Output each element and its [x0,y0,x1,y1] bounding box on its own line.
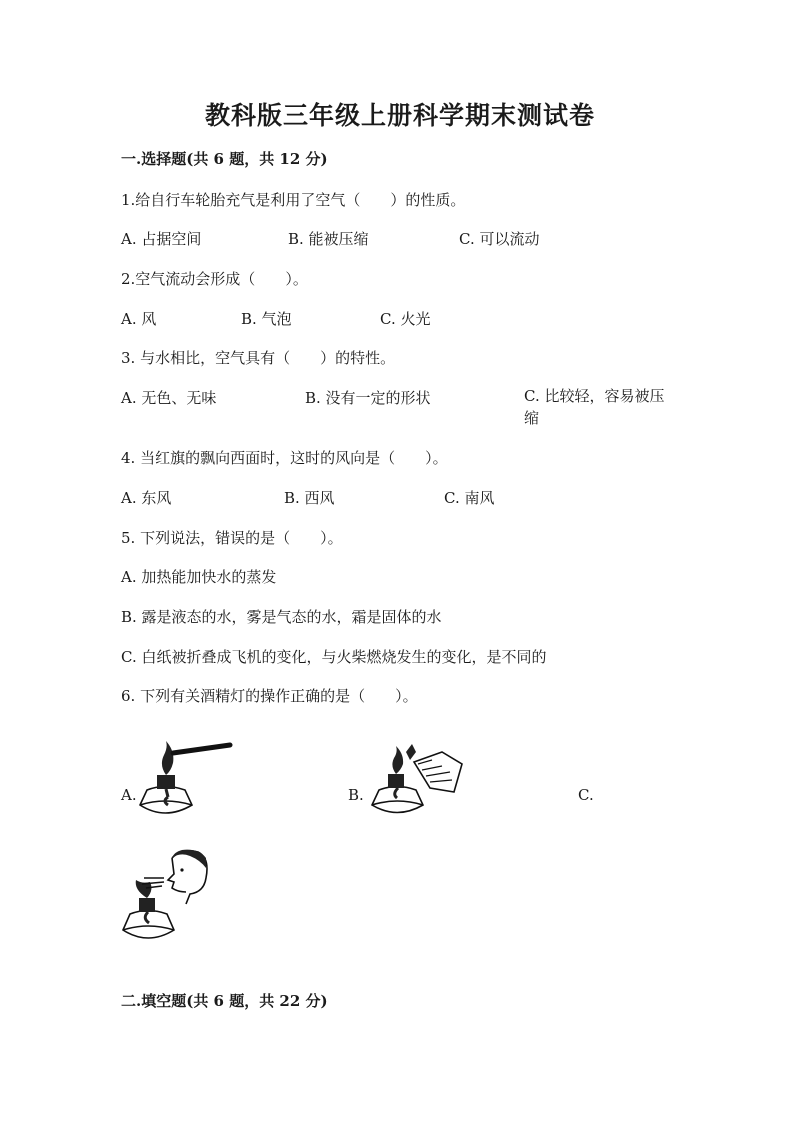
question-5-option-c: C. 白纸被折叠成飞机的变化，与火柴燃烧发生的变化，是不同的 [121,648,547,666]
question-1-option-b: B. 能被压缩 [288,230,369,248]
question-1-stem: 1.给自行车轮胎充气是利用了空气（ ）的性质。 [121,191,466,209]
page-title: 教科版三年级上册科学期末测试卷 [204,101,595,130]
question-6-stem: 6. 下列有关酒精灯的操作正确的是（ ）。 [121,687,418,705]
question-3-option-c: C. 比较轻，容易被压缩 [524,387,665,427]
question-4-option-b: B. 西风 [284,489,335,507]
question-5-stem: 5. 下列说法，错误的是（ ）。 [121,529,343,547]
question-6-option-a: A. [121,786,137,804]
question-4-stem: 4. 当红旗的飘向西面时，这时的风向是（ ）。 [121,449,448,467]
question-6-option-c: C. [578,786,594,804]
question-3-stem: 3. 与水相比，空气具有（ ）的特性。 [121,349,396,367]
question-3-option-c-line1 [524,385,674,429]
question-5-option-b: B. 露是液态的水，雾是气态的水，霜是固体的水 [121,608,442,626]
section-heading-fill-in: 二.填空题(共 6 题，共 22 分) [121,992,328,1010]
question-4-option-a: A. 东风 [121,489,172,507]
question-2-option-b: B. 气泡 [241,310,292,328]
question-6-option-b: B. [348,786,364,804]
section-heading-choice: 一.选择题(共 6 题，共 12 分) [121,150,328,168]
alcohol-lamp-blown-out-icon [120,848,220,950]
question-2-option-a: A. 风 [121,310,157,328]
question-5-option-a: A. 加热能加快水的蒸发 [121,568,277,586]
question-1-option-c: C. 可以流动 [459,230,540,248]
alcohol-lamp-lit-with-paper-icon [370,740,470,825]
question-2-stem: 2.空气流动会形成（ ）。 [121,270,308,288]
question-3-option-b: B. 没有一定的形状 [305,389,431,407]
question-1-option-a: A. 占据空间 [121,230,202,248]
question-4-option-c: C. 南风 [444,489,495,507]
question-3-option-a: A. 无色、无味 [121,389,217,407]
question-2-option-c: C. 火光 [380,310,431,328]
alcohol-lamp-lit-with-stick-icon [135,735,235,825]
